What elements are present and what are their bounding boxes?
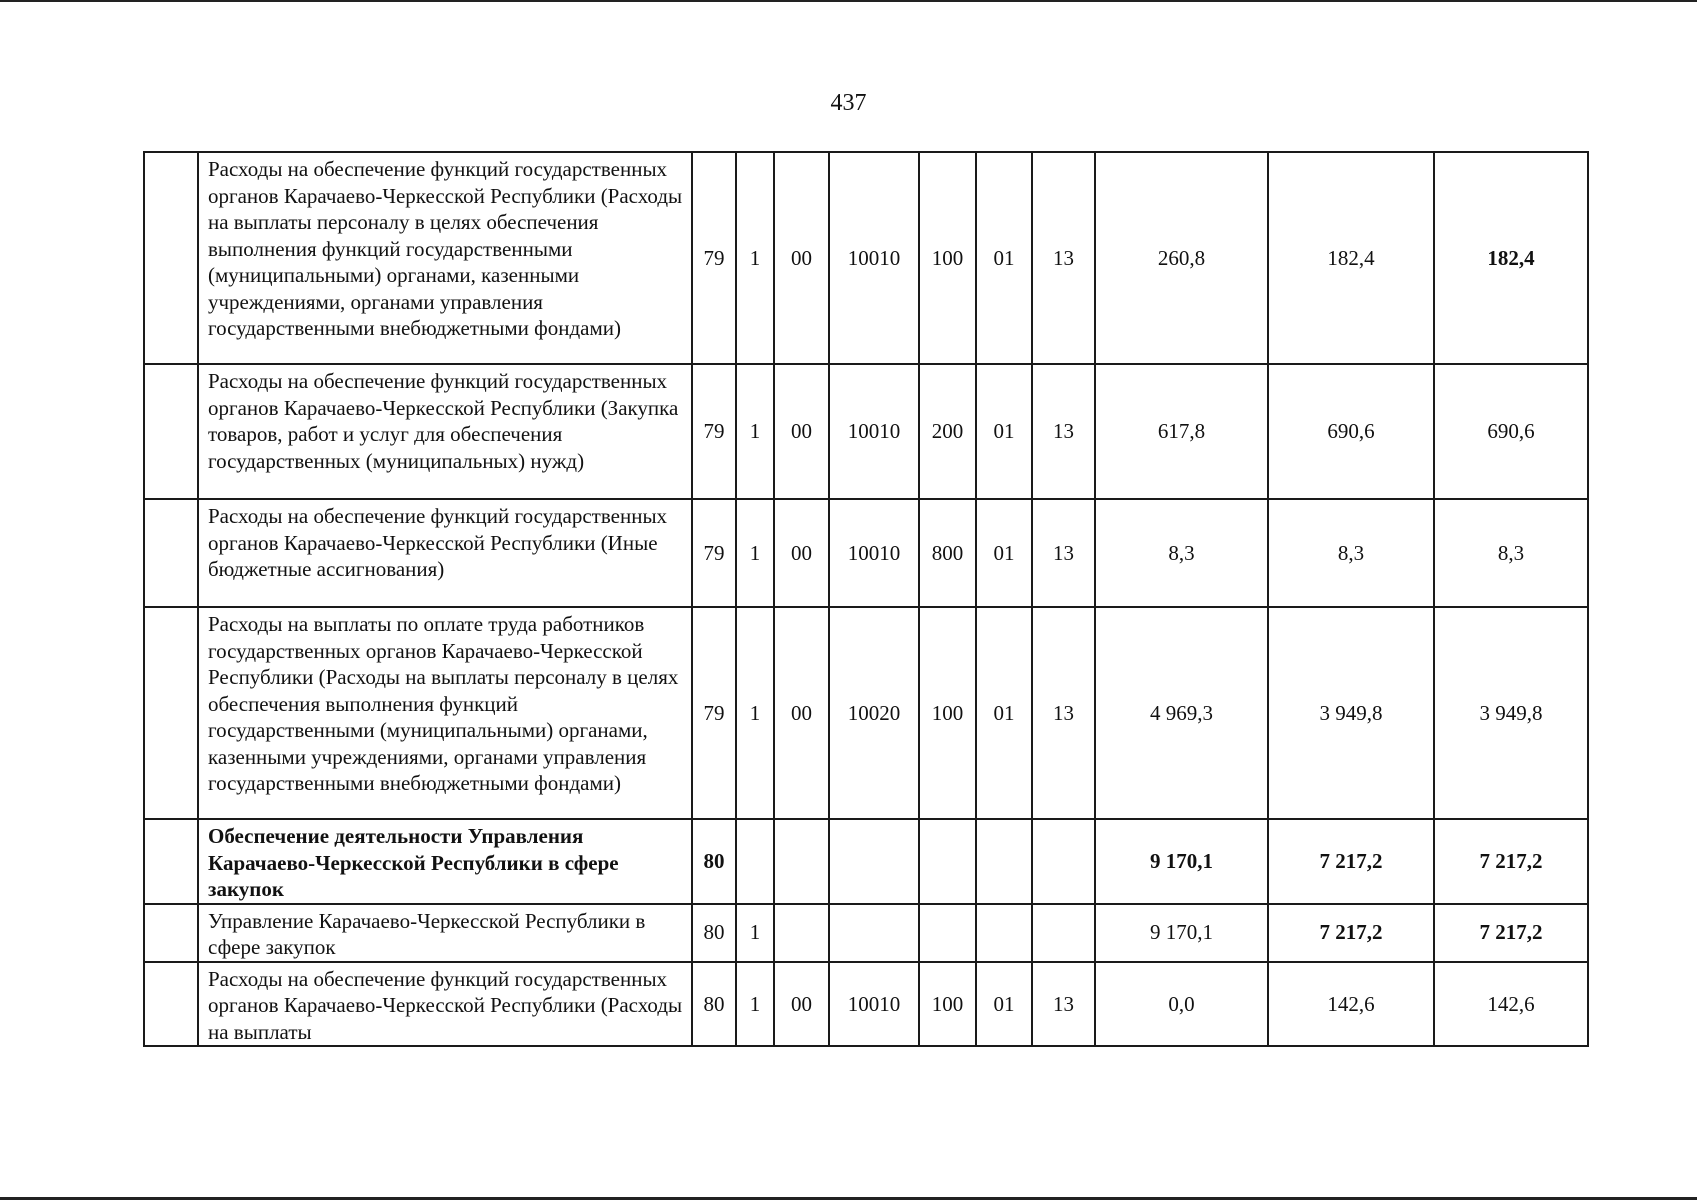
description-cell: Расходы на выплаты по оплате труда работников государственных органов Карачаево-Черкесской Республики (Расходы на выплаты персоналу в целях обеспечения выполнения функций государственными (муниципальными) органами, казенными учреждениями, органами управления государственными внебюджетными фондами) <box>198 607 692 819</box>
amount-cell: 9 170,1 <box>1095 904 1268 962</box>
row-number-cell <box>144 819 198 904</box>
amount-cell: 617,8 <box>1095 364 1268 499</box>
amount-cell: 690,6 <box>1268 364 1434 499</box>
code-cell: 01 <box>976 499 1032 607</box>
code-cell: 100 <box>919 962 976 1047</box>
code-cell: 800 <box>919 499 976 607</box>
amount-cell: 9 170,1 <box>1095 819 1268 904</box>
amount-cell: 142,6 <box>1434 962 1588 1047</box>
row-number-cell <box>144 364 198 499</box>
code-cell: 01 <box>976 152 1032 364</box>
description-cell: Обеспечение деятельности Управления Карачаево-Черкесской Республики в сфере закупок <box>198 819 692 904</box>
amount-cell: 7 217,2 <box>1268 819 1434 904</box>
amount-cell: 182,4 <box>1434 152 1588 364</box>
budget-table <box>143 151 1589 1047</box>
table-row <box>144 904 1588 962</box>
row-number-cell <box>144 607 198 819</box>
amount-cell: 4 969,3 <box>1095 607 1268 819</box>
code-cell: 00 <box>774 364 829 499</box>
code-cell: 100 <box>919 152 976 364</box>
code-cell: 1 <box>736 962 774 1047</box>
code-cell: 00 <box>774 962 829 1047</box>
code-cell: 13 <box>1032 152 1095 364</box>
description-cell: Расходы на обеспечение функций государственных органов Карачаево-Черкесской Республики (Расходы на выплаты персоналу в целях обеспечения выполнения функций государственными (муниципальными) органами, казенными учреждениями, органами управления государственными внебюджетными фондами) <box>198 152 692 364</box>
amount-cell: 0,0 <box>1095 962 1268 1047</box>
table-row <box>144 499 1588 607</box>
code-cell: 1 <box>736 364 774 499</box>
table-row <box>144 364 1588 499</box>
code-cell: 01 <box>976 607 1032 819</box>
code-cell: 10010 <box>829 152 919 364</box>
description-cell: Расходы на обеспечение функций государственных органов Карачаево-Черкесской Республики (Закупка товаров, работ и услуг для обеспечения государственных (муниципальных) нужд) <box>198 364 692 499</box>
amount-cell: 8,3 <box>1095 499 1268 607</box>
code-cell: 80 <box>692 904 736 962</box>
code-cell <box>736 819 774 904</box>
code-cell: 10020 <box>829 607 919 819</box>
code-cell <box>919 819 976 904</box>
amount-cell: 3 949,8 <box>1434 607 1588 819</box>
amount-cell: 7 217,2 <box>1434 904 1588 962</box>
code-cell: 01 <box>976 364 1032 499</box>
code-cell: 10010 <box>829 962 919 1047</box>
code-cell: 13 <box>1032 962 1095 1047</box>
row-number-cell <box>144 962 198 1047</box>
top-border-line <box>0 0 1697 2</box>
code-cell: 79 <box>692 152 736 364</box>
code-cell: 00 <box>774 607 829 819</box>
page-number: 437 <box>830 90 867 116</box>
amount-cell: 182,4 <box>1268 152 1434 364</box>
description-cell: Управление Карачаево-Черкесской Республики в сфере закупок <box>198 904 692 962</box>
amount-cell: 3 949,8 <box>1268 607 1434 819</box>
amount-cell: 142,6 <box>1268 962 1434 1047</box>
code-cell: 13 <box>1032 499 1095 607</box>
table-row <box>144 819 1588 904</box>
code-cell: 80 <box>692 819 736 904</box>
code-cell: 00 <box>774 499 829 607</box>
code-cell: 1 <box>736 499 774 607</box>
code-cell: 10010 <box>829 499 919 607</box>
code-cell: 13 <box>1032 607 1095 819</box>
code-cell: 79 <box>692 499 736 607</box>
code-cell: 1 <box>736 152 774 364</box>
description-cell: Расходы на обеспечение функций государственных органов Карачаево-Черкесской Республики (Иные бюджетные ассигнования) <box>198 499 692 607</box>
table-row <box>144 152 1588 364</box>
code-cell <box>1032 819 1095 904</box>
code-cell <box>774 904 829 962</box>
code-cell: 79 <box>692 607 736 819</box>
code-cell <box>919 904 976 962</box>
code-cell: 01 <box>976 962 1032 1047</box>
amount-cell: 8,3 <box>1434 499 1588 607</box>
code-cell: 00 <box>774 152 829 364</box>
code-cell <box>976 904 1032 962</box>
amount-cell: 8,3 <box>1268 499 1434 607</box>
amount-cell: 7 217,2 <box>1434 819 1588 904</box>
amount-cell: 690,6 <box>1434 364 1588 499</box>
code-cell: 1 <box>736 904 774 962</box>
amount-cell: 7 217,2 <box>1268 904 1434 962</box>
code-cell: 1 <box>736 607 774 819</box>
row-number-cell <box>144 904 198 962</box>
code-cell <box>976 819 1032 904</box>
code-cell <box>829 904 919 962</box>
code-cell: 13 <box>1032 364 1095 499</box>
code-cell: 79 <box>692 364 736 499</box>
code-cell: 200 <box>919 364 976 499</box>
description-cell: Расходы на обеспечение функций государственных органов Карачаево-Черкесской Республики (Расходы на выплаты <box>198 962 692 1047</box>
row-number-cell <box>144 152 198 364</box>
code-cell <box>1032 904 1095 962</box>
table-row <box>144 607 1588 819</box>
amount-cell: 260,8 <box>1095 152 1268 364</box>
table-row <box>144 962 1588 1047</box>
code-cell: 100 <box>919 607 976 819</box>
code-cell <box>774 819 829 904</box>
code-cell: 10010 <box>829 364 919 499</box>
row-number-cell <box>144 499 198 607</box>
code-cell <box>829 819 919 904</box>
code-cell: 80 <box>692 962 736 1047</box>
